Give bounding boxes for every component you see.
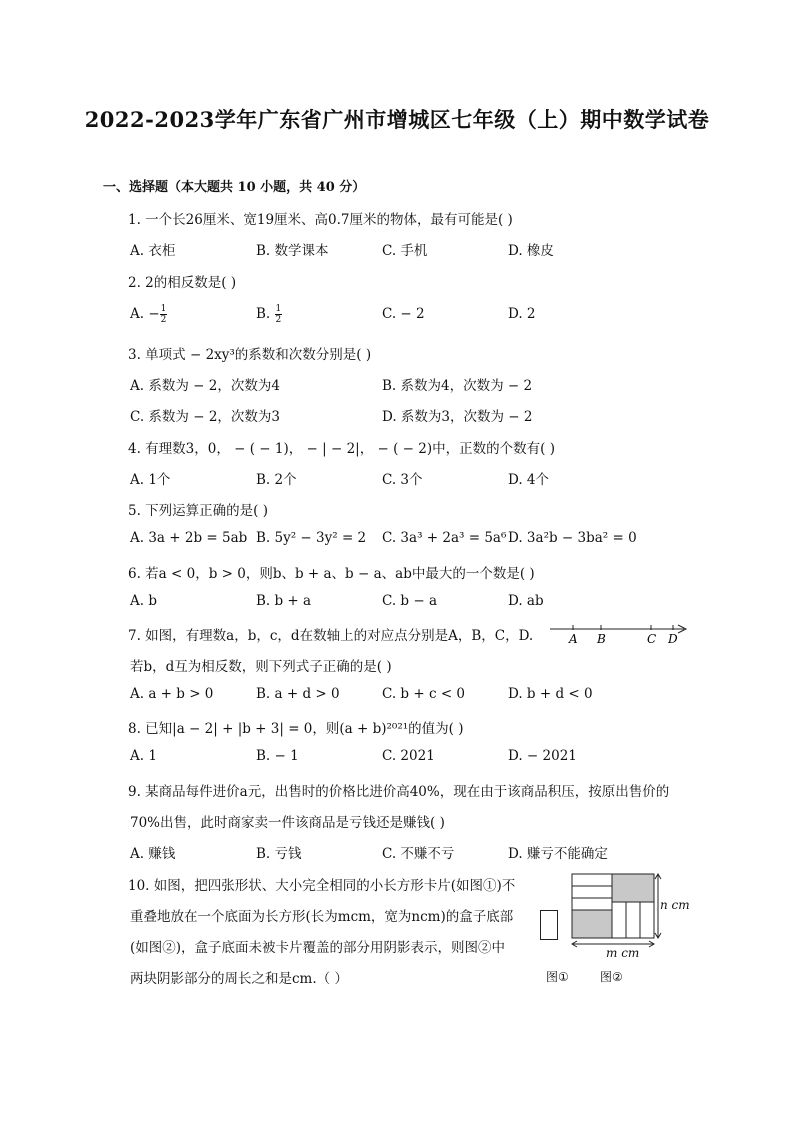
question-6-stem: 6. 若a < 0，b > 0，则b、b + a、b − a、ab中最大的一个数是( ) (128, 566, 535, 582)
q9-option-d: D. 赚亏不能确定 (508, 846, 608, 862)
label-d: D (668, 632, 678, 646)
label-b: B (597, 632, 606, 646)
question-4-stem: 4. 有理数3，0， − ( − 1)， − | − 2|， − ( − 2)中，正数的个数有( ) (128, 441, 555, 457)
question-8-stem: 8. 已知|a − 2| + |b + 3| = 0，则(a + b)²⁰²¹的值为( ) (128, 721, 464, 737)
page-title: 2022-2023学年广东省广州市增城区七年级（上）期中数学试卷 (84, 107, 710, 132)
q2-option-b (256, 304, 282, 325)
question-2-stem: 2. 2的相反数是( ) (128, 275, 237, 291)
q1-option-d: D. 橡皮 (508, 243, 554, 259)
question-10-line1: 10. 如图，把四张形状、大小完全相同的小长方形卡片(如图①)不 (128, 878, 516, 894)
q8-option-b: B. − 1 (256, 748, 299, 764)
question-7-stem-line2: 若b，d互为相反数，则下列式子正确的是( ) (130, 659, 392, 675)
q1-option-a: A. 衣柜 (130, 243, 176, 259)
q8-option-d: D. − 2021 (508, 748, 577, 764)
figure-n-label: n cm (660, 898, 690, 912)
section-heading: 一、选择题（本大题共 10 小题，共 40 分） (103, 180, 366, 195)
q5-option-a: A. 3a + 2b = 5ab (130, 530, 248, 546)
q7-option-d: D. b + d < 0 (508, 686, 593, 702)
q3-option-d: D. 系数为3，次数为 − 2 (382, 409, 533, 425)
question-9-stem-line2: 70%出售，此时商家卖一件该商品是亏钱还是赚钱( ) (130, 815, 445, 831)
q3-option-b: B. 系数为4，次数为 − 2 (382, 378, 533, 394)
q2-option-a-prefix: A. − (130, 306, 160, 322)
number-line-figure (548, 620, 692, 646)
q5-option-d: D. 3a²b − 3ba² = 0 (508, 530, 637, 546)
shaded-region-bottom (572, 910, 612, 938)
q8-option-a: A. 1 (130, 748, 157, 764)
q4-option-d: D. 4个 (508, 472, 550, 488)
fraction-half: $\frac{1}{2}$ (160, 304, 167, 325)
q6-option-b: B. b + a (256, 593, 312, 609)
q5-option-c: C. 3a³ + 2a³ = 5a⁶ (382, 530, 507, 546)
q4-option-a: A. 1个 (130, 472, 171, 488)
figure-2-caption: 图② (600, 970, 623, 984)
q5-option-b: B. 5y² − 3y² = 2 (256, 530, 367, 546)
q2-option-b-prefix: B. (256, 306, 275, 322)
q1-option-b: B. 数学课本 (256, 243, 329, 259)
figure-1-caption: 图① (546, 970, 569, 984)
q9-option-a: A. 赚钱 (130, 846, 176, 862)
q6-option-a: A. b (130, 593, 157, 609)
q6-option-d: D. ab (508, 593, 544, 609)
q7-option-a: A. a + b > 0 (130, 686, 214, 702)
q7-option-b: B. a + d > 0 (256, 686, 340, 702)
shaded-region-top (612, 874, 654, 902)
question-10-line3: (如图②)，盒子底面未被卡片覆盖的部分用阴影表示，则图②中 (130, 940, 506, 956)
question-10-line2: 重叠地放在一个底面为长方形(长为mcm，宽为ncm)的盒子底部 (130, 909, 514, 925)
q3-option-c: C. 系数为 − 2，次数为3 (130, 409, 281, 425)
q2-option-d: D. 2 (508, 306, 536, 322)
question-3-stem: 3. 单项式 − 2xy³的系数和次数分别是( ) (128, 347, 372, 363)
q4-option-b: B. 2个 (256, 472, 297, 488)
q3-option-a: A. 系数为 − 2，次数为4 (130, 378, 280, 394)
question-1-stem: 1. 一个长26厘米、宽19厘米、高0.7厘米的物体，最有可能是( ) (128, 212, 513, 228)
q7-option-c: C. b + c < 0 (382, 686, 466, 702)
q8-option-c: C. 2021 (382, 748, 435, 764)
q1-option-c: C. 手机 (382, 243, 428, 259)
question-10-line4: 两块阴影部分的周长之和是cm.（ ） (130, 971, 348, 987)
question-7-stem-line1: 7. 如图，有理数a，b，c，d在数轴上的对应点分别是A，B，C，D. (128, 628, 534, 644)
question-9-stem-line1: 9. 某商品每件进价a元，出售时的价格比进价高40%，现在由于该商品积压，按原出售价的 (128, 784, 670, 800)
question-5-stem: 5. 下列运算正确的是( ) (128, 503, 268, 519)
q2-option-c: C. − 2 (382, 306, 425, 322)
fraction-half: $\frac{1}{2}$ (275, 304, 282, 325)
q6-option-c: C. b − a (382, 593, 438, 609)
q2-option-a (130, 304, 167, 325)
figure-1-card (540, 910, 558, 940)
label-a: A (569, 632, 578, 646)
label-c: C (647, 632, 657, 646)
figure-m-label: m cm (606, 946, 640, 960)
q9-option-b: B. 亏钱 (256, 846, 302, 862)
q4-option-c: C. 3个 (382, 472, 423, 488)
q9-option-c: C. 不赚不亏 (382, 846, 455, 862)
